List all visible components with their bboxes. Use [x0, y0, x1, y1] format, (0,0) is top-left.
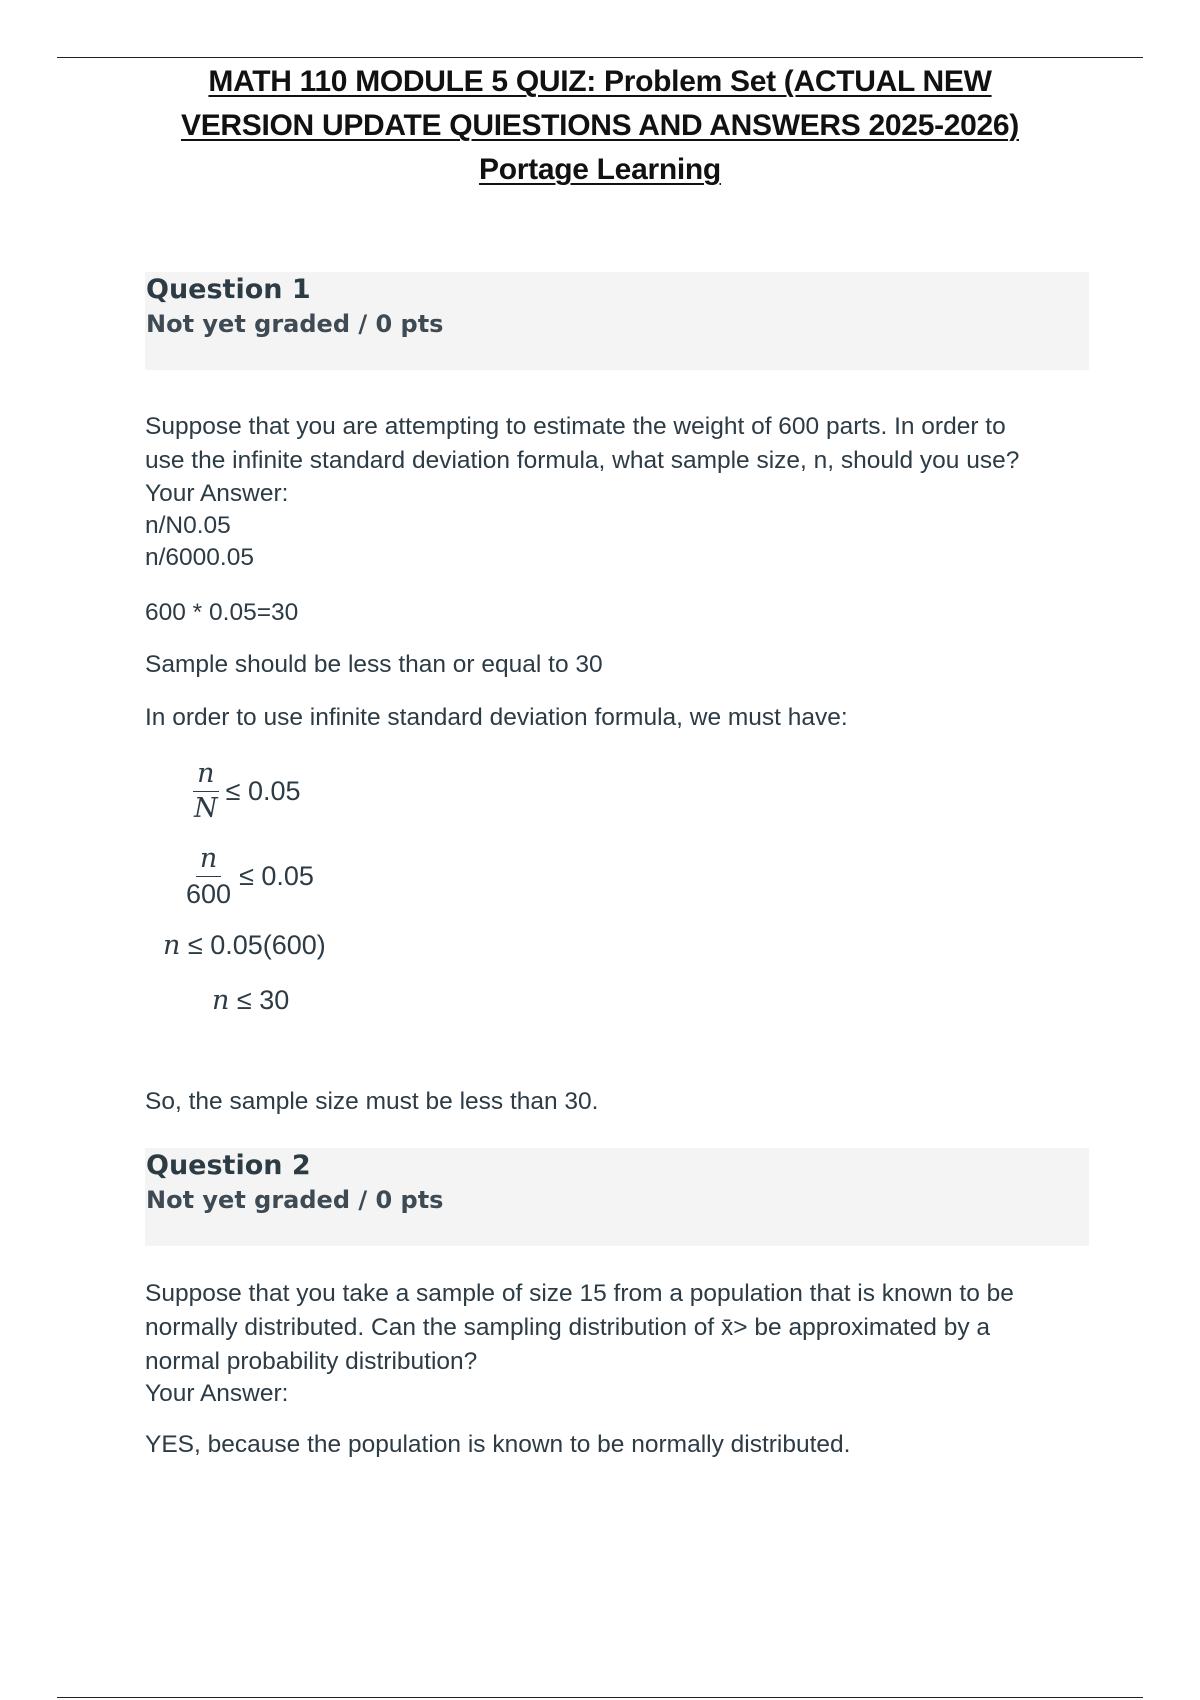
fraction-denominator: N [194, 793, 218, 824]
question-2-title: Question 2 [146, 1150, 311, 1181]
inequality-rhs: ≤ 0.05 [225, 776, 301, 806]
question-2-answer: YES, because the population is known to be normally distributed. [145, 1431, 851, 1458]
question-1-title: Question 1 [146, 274, 311, 305]
variable-n: n [163, 930, 181, 961]
fraction-n-over-N [190, 757, 222, 826]
question-1-lead-in: In order to use infinite standard deviation formula, we must have: [145, 704, 848, 731]
question-1-grade: Not yet graded / 0 pts [146, 310, 444, 338]
document-title [100, 60, 1100, 192]
question-1-answer-line-2: n/6000.05 [145, 544, 254, 571]
question-2-grade: Not yet graded / 0 pts [146, 1186, 444, 1214]
title-line-1: MATH 110 MODULE 5 QUIZ: Problem Set (ACTUAL NEW [208, 65, 992, 98]
question-2-answer-label: Your Answer: [145, 1380, 289, 1407]
fraction-numerator: n [193, 757, 218, 792]
inequality-rest: ≤ 0.05(600) [180, 930, 326, 960]
bottom-rule [57, 1697, 1143, 1698]
inequality-line-4 [212, 985, 289, 1016]
question-1-answer [145, 478, 1095, 574]
question-1-answer-line-1: n/N0.05 [145, 512, 231, 539]
title-line-3: Portage Learning [479, 153, 721, 186]
top-rule [57, 57, 1143, 58]
variable-n: n [212, 985, 230, 1016]
inequality-rhs: ≤ 0.05 [239, 861, 314, 891]
inequality-line-1 [190, 757, 301, 826]
question-1-conclusion: So, the sample size must be less than 30. [145, 1088, 599, 1115]
inequality-line-3 [163, 930, 326, 961]
title-line-2: VERSION UPDATE QUIESTIONS AND ANSWERS 2025-2026) [180, 109, 1019, 142]
question-2-prompt-line-2: normally distributed. Can the sampling distribution of x̄> be approximated by a [145, 1314, 991, 1341]
question-1-note: Sample should be less than or equal to 30 [145, 651, 603, 678]
question-1-prompt-line-2: use the infinite standard deviation formula, what sample size, n, should you use? [145, 447, 1020, 474]
question-2-header [145, 1148, 1089, 1246]
question-1-prompt-line-1: Suppose that you are attempting to estimate the weight of 600 parts. In order to [145, 413, 1006, 440]
question-2-prompt-line-3: normal probability distribution? [145, 1348, 478, 1375]
fraction-numerator: n [196, 842, 221, 877]
fraction-denominator: 600 [186, 879, 232, 909]
fraction-n-over-600 [182, 842, 235, 911]
question-2-prompt [145, 1277, 1095, 1379]
inequality-line-2 [182, 842, 314, 911]
question-1-header [145, 272, 1089, 370]
question-1-calc: 600 * 0.05=30 [145, 599, 299, 626]
question-1-answer-label: Your Answer: [145, 480, 289, 507]
question-1-prompt [145, 410, 1095, 478]
inequality-rest: ≤ 30 [229, 985, 290, 1015]
question-2-prompt-line-1: Suppose that you take a sample of size 15 from a population that is known to be [145, 1280, 1014, 1307]
